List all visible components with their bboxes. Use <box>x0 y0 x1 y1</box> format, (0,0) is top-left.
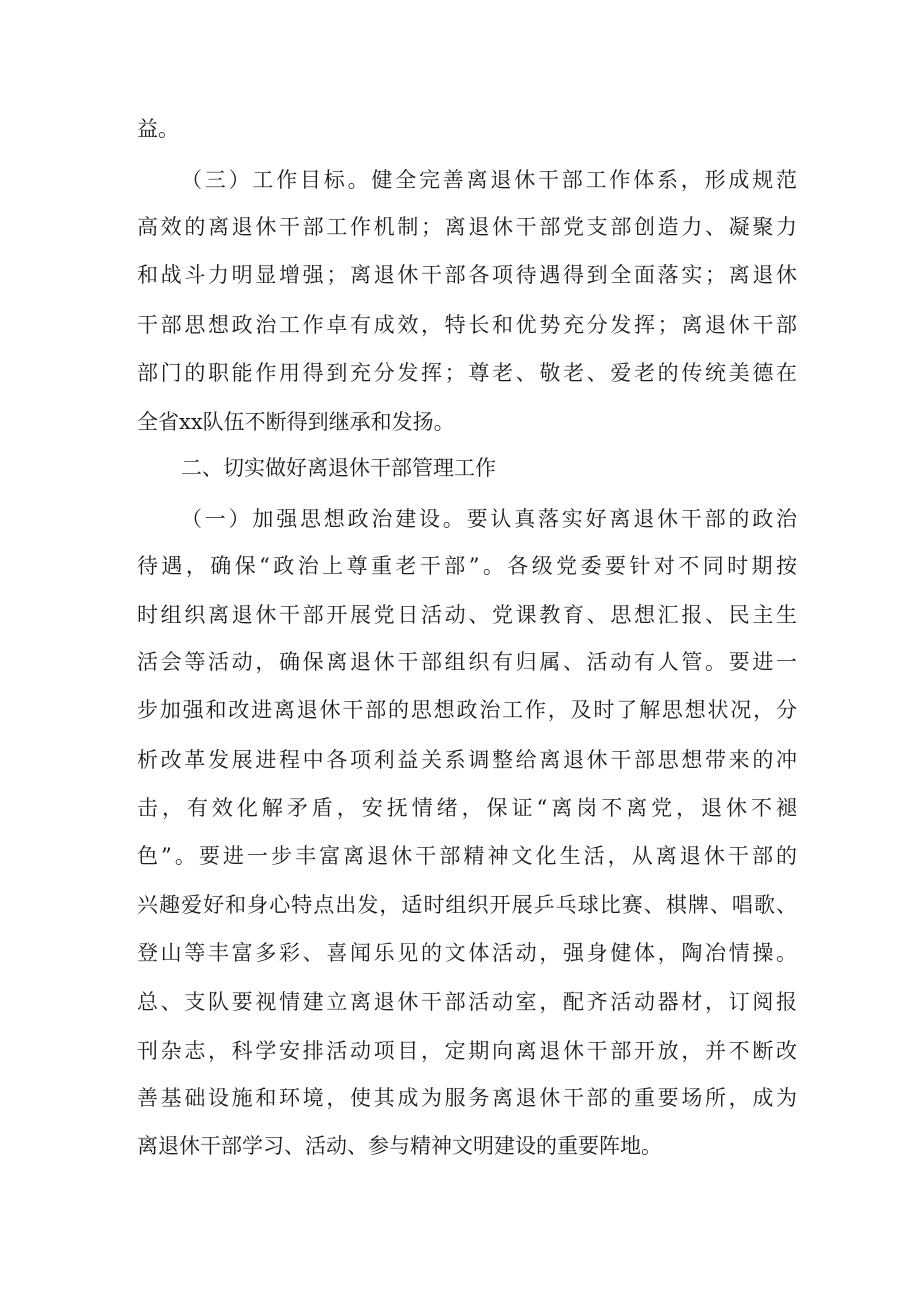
paragraph-line: 登山等丰富多彩、喜闻乐见的文体活动，强身健体，陶冶情操。 <box>137 941 797 965</box>
paragraph-line: 部门的职能作用得到充分发挥；尊老、敬老、爱老的传统美德在 <box>137 361 797 385</box>
paragraph-line: 兴趣爱好和身心特点出发，适时组织开展乒乓球比赛、棋牌、唱歌、 <box>137 893 797 917</box>
paragraph-line: 和战斗力明显增强；离退休干部各项待遇得到全面落实；离退休 <box>137 263 797 287</box>
paragraph-line: 步加强和改进离退休干部的思想政治工作，及时了解思想状况，分 <box>137 698 797 722</box>
paragraph-line: 高效的离退休干部工作机制；离退休干部党支部创造力、凝聚力 <box>137 215 797 239</box>
paragraph-line: 干部思想政治工作卓有成效，特长和优势充分发挥；离退休干部 <box>137 313 797 337</box>
paragraph-line: 刊杂志，科学安排活动项目，定期向离退休干部开放，并不断改 <box>137 1039 797 1063</box>
paragraph-line: （一）加强思想政治建设。要认真落实好离退休干部的政治 <box>181 507 797 531</box>
paragraph-line: 击，有效化解矛盾，安抚情绪，保证“离岗不离党，退休不褪 <box>137 796 797 820</box>
paragraph-line: 总、支队要视情建立离退休干部活动室，配齐活动器材，订阅报 <box>137 990 797 1014</box>
paragraph-line: 析改革发展进程中各项利益关系调整给离退休干部思想带来的冲 <box>137 748 797 772</box>
paragraph-line: 色”。要进一步丰富离退休干部精神文化生活，从离退休干部的 <box>137 844 797 868</box>
paragraph-line: 活会等活动，确保离退休干部组织有归属、活动有人管。要进一 <box>137 650 797 674</box>
paragraph-line: 离退休干部学习、活动、参与精神文明建设的重要阵地。 <box>137 1134 662 1158</box>
paragraph-line: （三）工作目标。健全完善离退休干部工作体系，形成规范 <box>181 168 797 192</box>
paragraph-line: 待遇，确保“政治上尊重老干部”。各级党委要针对不同时期按 <box>137 554 797 578</box>
paragraph-line: 全省xx队伍不断得到继承和发扬。 <box>137 410 455 434</box>
paragraph-line: 益。 <box>137 117 179 141</box>
paragraph-line: 时组织离退休干部开展党日活动、党课教育、思想汇报、民主生 <box>137 603 797 627</box>
section-heading: 二、切实做好离退休干部管理工作 <box>181 456 496 480</box>
paragraph-line: 善基础设施和环境，使其成为服务离退休干部的重要场所，成为 <box>137 1086 797 1110</box>
